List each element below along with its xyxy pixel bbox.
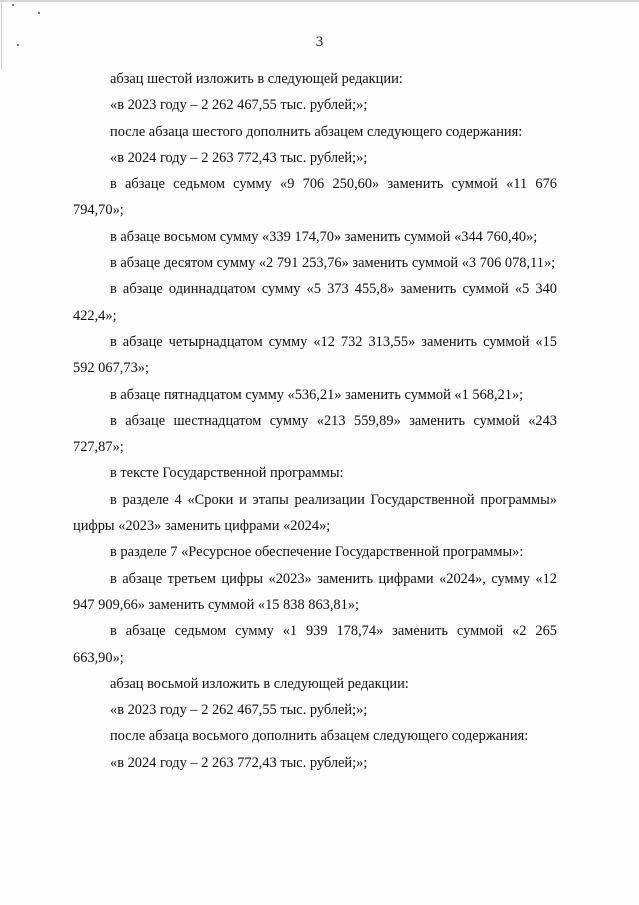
paragraph: после абзаца шестого дополнить абзацем следующего содержания: — [110, 123, 523, 140]
paragraph: «в 2023 году – 2 262 467,55 тыс. рублей;»; — [110, 97, 368, 114]
paragraph: «в 2023 году – 2 262 467,55 тыс. рублей;»; — [110, 702, 368, 719]
page-number: 3 — [315, 34, 324, 50]
paragraph: в абзаце седьмом сумму «9 706 250,60» заменить суммой «11 676 794,70»; — [73, 176, 557, 219]
paragraph: в абзаце третьем цифры «2023» заменить цифрами «2024», сумму «12 947 909,66» заменить суммой «15 838 863,81»; — [73, 570, 557, 613]
paragraph: в абзаце шестнадцатом сумму «213 559,89» заменить суммой «243 727,87»; — [73, 412, 557, 456]
document-body — [73, 66, 557, 776]
paragraph: в тексте Государственной программы: — [110, 465, 344, 482]
paragraph: абзац шестой изложить в следующей редакции: — [110, 71, 403, 87]
paragraph: в абзаце пятнадцатом сумму «536,21» заменить суммой «1 568,21»; — [110, 386, 524, 403]
paragraph: «в 2024 году – 2 263 772,43 тыс. рублей;»; — [110, 149, 368, 166]
paragraph: в разделе 7 «Ресурсное обеспечение Государственной программы»: — [110, 544, 524, 561]
paragraph: в разделе 4 «Сроки и этапы реализации Государственной программы» цифры «2023» заменить цифрами «2024»; — [73, 491, 557, 535]
paragraph: в абзаце восьмом сумму «339 174,70» заменить суммой «344 760,40»; — [110, 228, 538, 245]
scan-speck — [38, 12, 40, 14]
paragraph: абзац восьмой изложить в следующей редакции: — [110, 675, 409, 692]
paragraph: после абзаца восьмого дополнить абзацем следующего содержания: — [110, 728, 529, 745]
scan-speck — [12, 4, 14, 6]
paragraph: в абзаце седьмом сумму «1 939 178,74» заменить суммой «2 265 663,90»; — [73, 623, 557, 666]
paragraph: «в 2024 году – 2 263 772,43 тыс. рублей;»; — [110, 754, 368, 771]
paragraph: в абзаце десятом сумму «2 791 253,76» заменить суммой «3 706 078,11»; — [110, 255, 556, 272]
paragraph: в абзаце четырнадцатом сумму «12 732 313,55» заменить суммой «15 592 067,73»; — [73, 333, 557, 377]
paragraph: в абзаце одиннадцатом сумму «5 373 455,8» заменить суммой «5 340 422,4»; — [73, 281, 557, 324]
scan-edge — [0, 0, 639, 2]
